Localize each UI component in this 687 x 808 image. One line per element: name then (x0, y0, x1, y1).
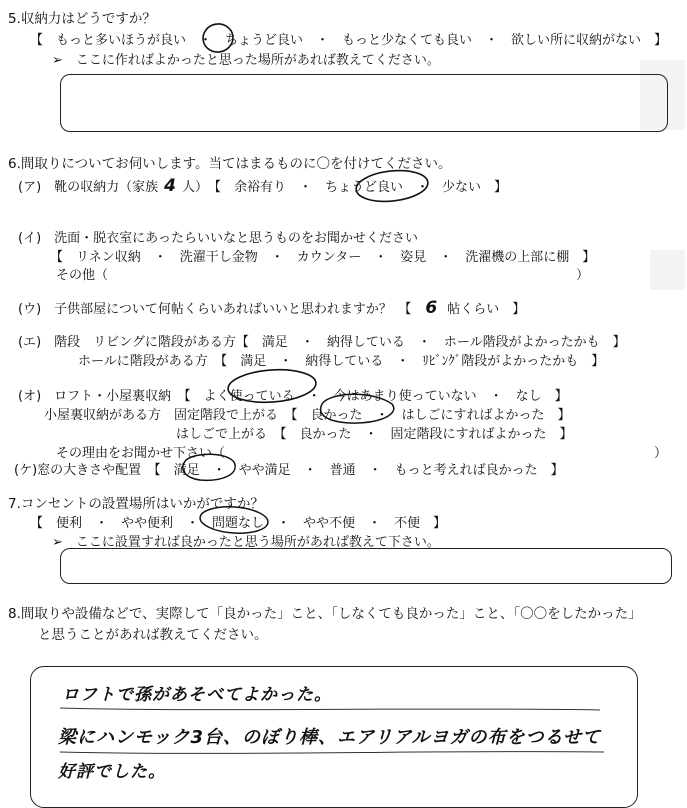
q7-answer-box (60, 548, 672, 584)
q6-u-unit: 帖くらい 】 (447, 302, 526, 317)
q6-e-line1: (エ) 階段 リビングに階段がある方【 満足 ・ 納得している ・ ホール階段がよかったかも 】 (18, 335, 626, 350)
q6-o-line3: はしごで上がる 【 良かった ・ 固定階段にすればよかった 】 (176, 427, 573, 442)
q5-title: 5.収納力はどうですか？ (8, 11, 156, 27)
q6-o-line2: 小屋裏収納がある方 固定階段で上がる 【 良かった ・ はしごにすればよかった 】 (44, 408, 571, 423)
q6-i-other-label: その他（ (56, 268, 109, 283)
q7-options: 【 便利 ・ やや便利 ・ 問題なし ・ やや不便 ・ 不便 】 (30, 516, 447, 531)
q6-a-family-count: 4 (164, 176, 176, 196)
q6-a-question (18, 178, 507, 196)
q6-o-reason-close: ） (654, 446, 668, 461)
q6-ke-line1: (ケ)窓の大きさや配置 【 満足 ・ やや満足 ・ 普通 ・ もっと考えれば良かった 】 (14, 463, 564, 478)
q6-i-question: (イ) 洗面・脱衣室にあったらいいなと思うものをお聞かせください (18, 231, 419, 246)
q6-a-options: 人） 【 余裕有り ・ ちょうど良い ・ 少ない 】 (182, 180, 508, 195)
q8-title: 8.間取りや設備などで、実際して「良かった」こと、「しなくても良かった」こと、「〇〇をしたかった」 (8, 606, 642, 622)
q6-e-line2: ホールに階段がある方 【 満足 ・ 納得している ・ ﾘﾋﾞﾝｸﾞ階段がよかったかも 】 (78, 354, 605, 369)
q6-title: 6.間取りについてお伺いします。当てはまるものに〇を付けてください。 (8, 156, 452, 172)
q6-a-label: (ア) 靴の収納力（家族 (18, 180, 159, 195)
q5-options: 【 もっと多いほうが良い ・ ちょうど良い ・ もっと少なくても良い ・ 欲しい所に収納がない 】 (30, 33, 668, 48)
q7-prompt: ➢ ここに設置すれば良かったと思う場所があれば教えて下さい。 (52, 535, 440, 550)
q6-u-question (18, 300, 525, 318)
q5-prompt: ➢ ここに作ればよかったと思った場所があれば教えてください。 (52, 53, 440, 68)
q6-i-other-close: ） (576, 268, 590, 283)
q5-answer-box (60, 74, 668, 132)
q8-answer-line-3: 好評でした。 (58, 762, 166, 782)
q8-answer-line-2: 梁にハンモック3台、のぼり棒、エアリアルヨガの布をつるせて (58, 727, 602, 748)
q6-u-answer: 6 (425, 298, 438, 318)
q6-i-options: 【 リネン収納 ・ 洗濯干し金物 ・ カウンター ・ 姿見 ・ 洗濯機の上部に棚 】 (50, 250, 596, 265)
q6-u-label: (ウ) 子供部屋について何帖くらいあればいいと思われますか？ 【 (18, 302, 412, 317)
q8-answer-line-1: ロフトで孫があそべてよかった。 (62, 685, 332, 705)
q6-o-reason-label: その理由をお聞かせ下さい（ (56, 446, 226, 461)
q7-title: 7.コンセントの設置場所はいかがですか？ (8, 496, 264, 512)
q8-title-cont: と思うことがあれば教えてください。 (38, 627, 268, 643)
q6-o-line1: (オ) ロフト・小屋裏収納 【 よく使っている ・ 今はあまり使っていない ・ なし 】 (18, 389, 568, 404)
scan-shadow (650, 250, 685, 290)
